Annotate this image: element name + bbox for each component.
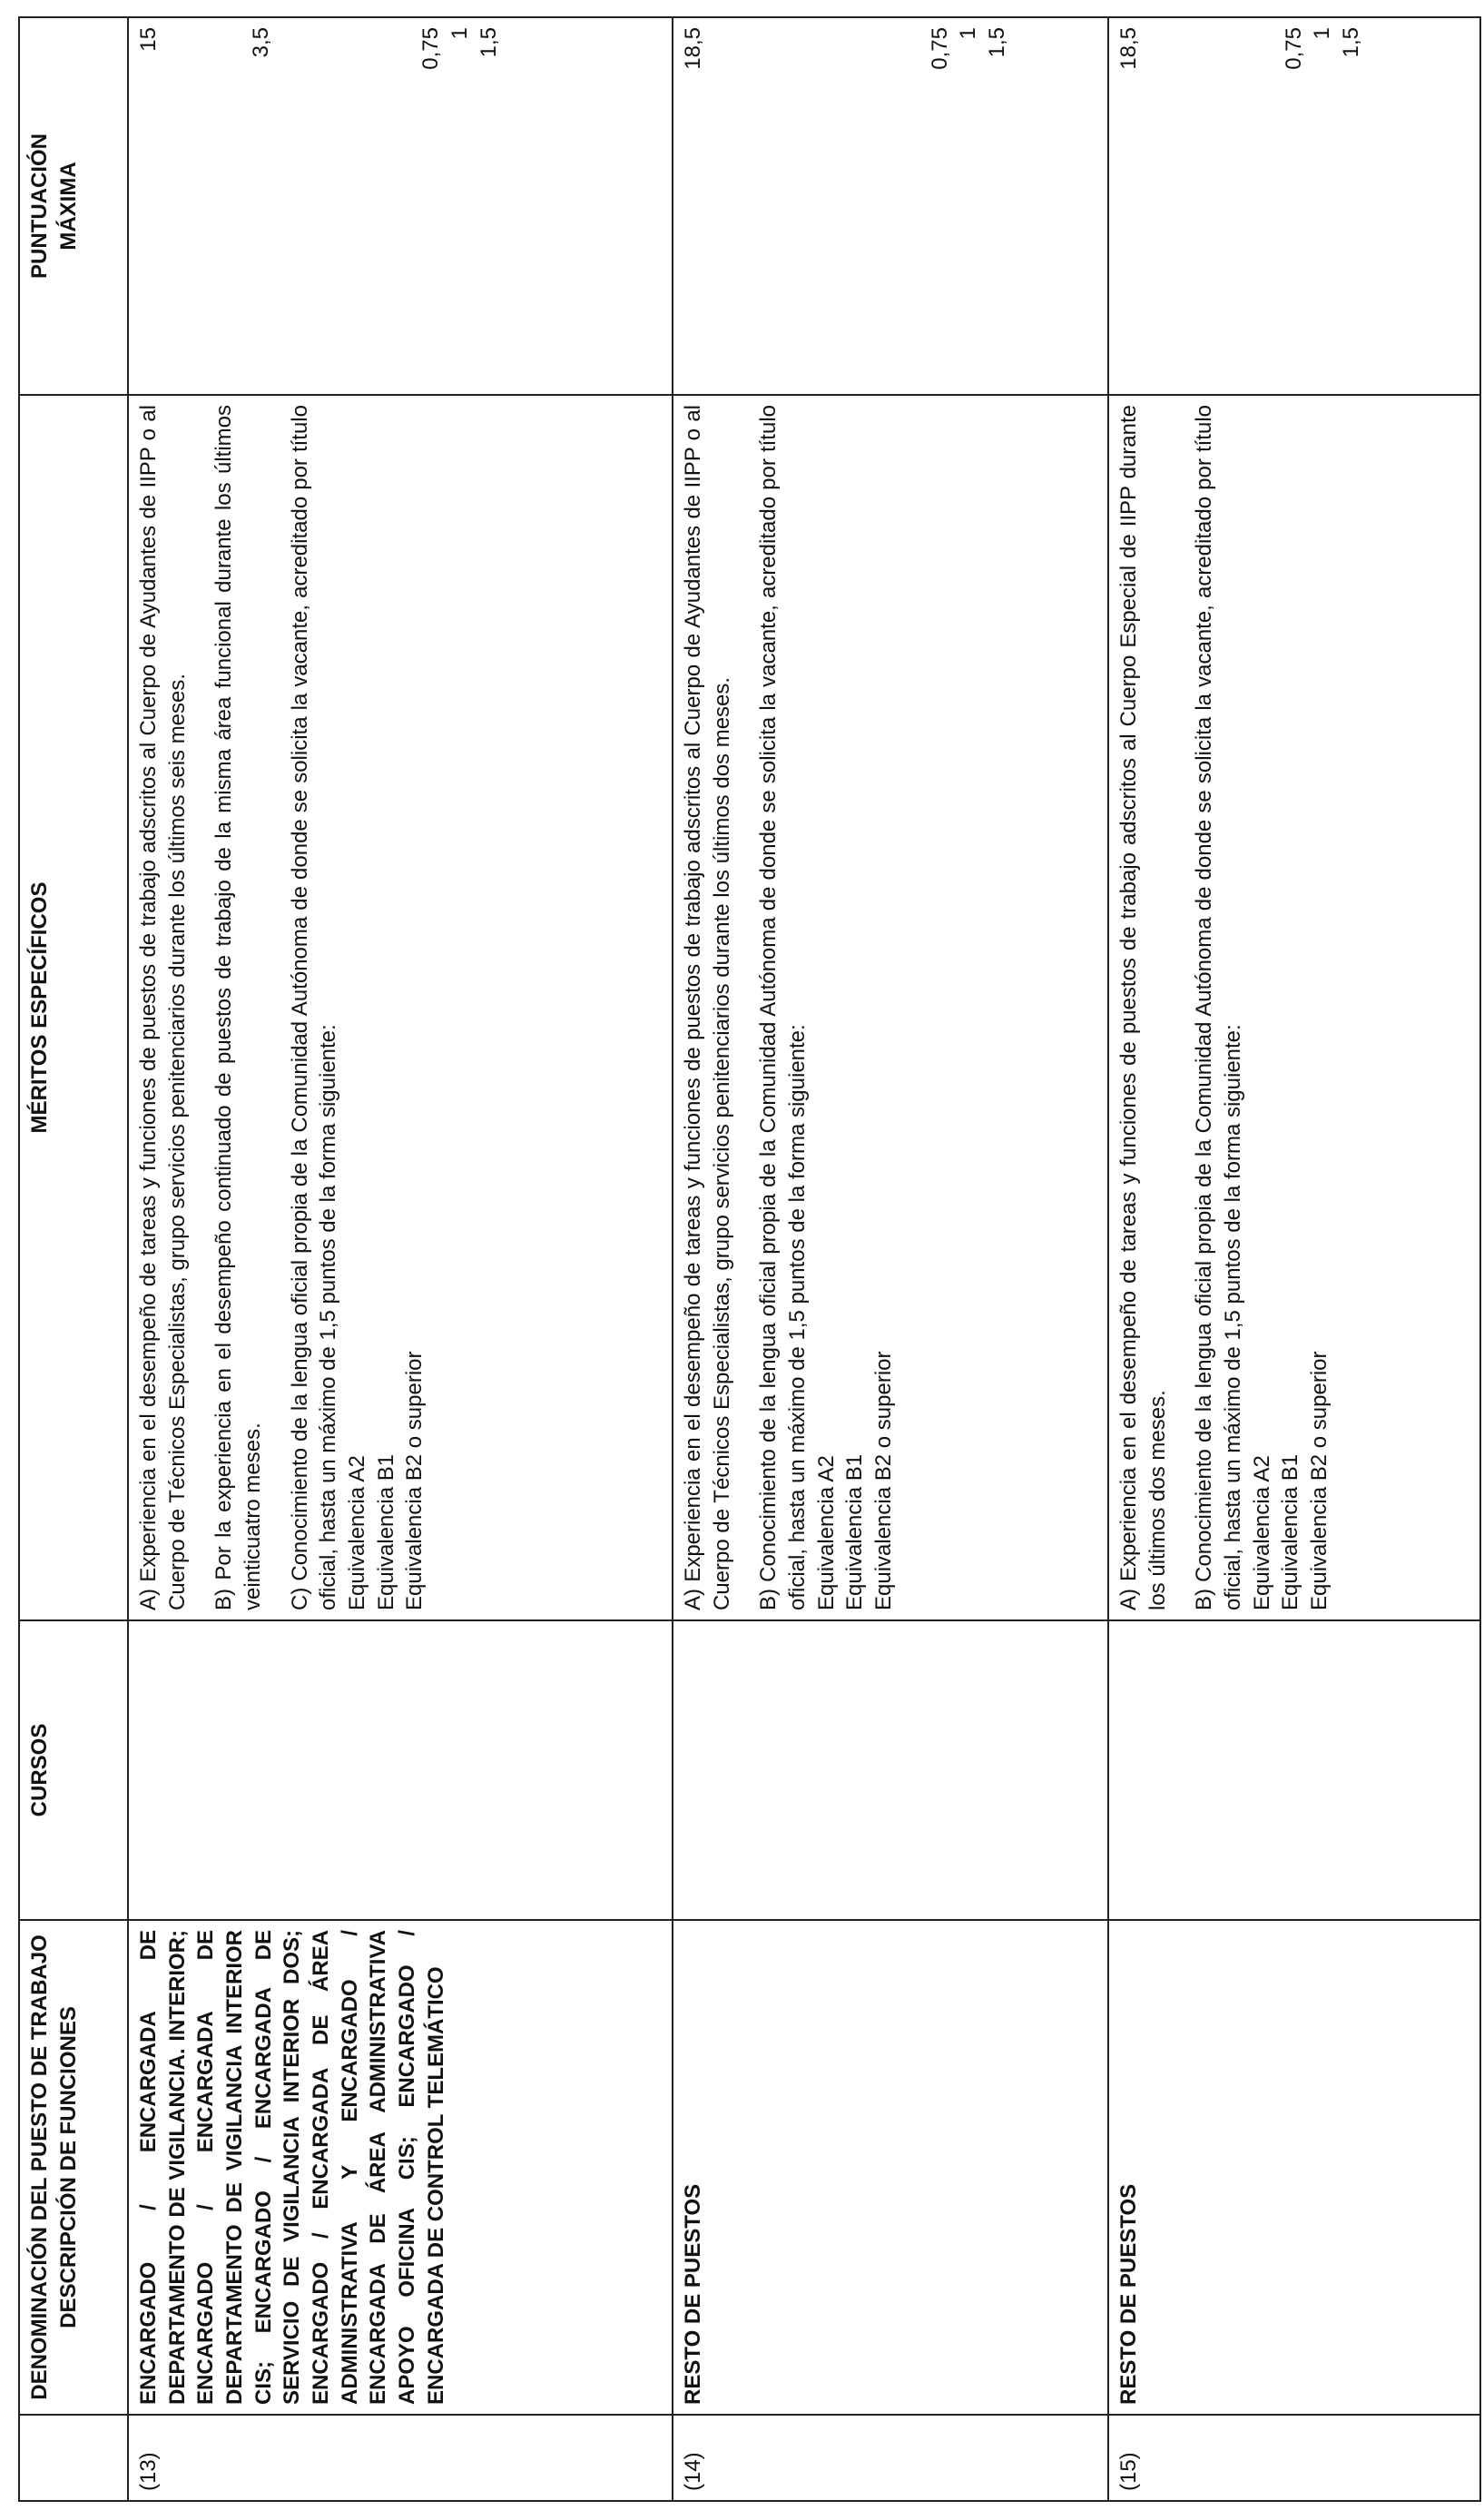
row-cursos [128, 1620, 673, 1920]
score-a: 15 [136, 27, 161, 52]
score-eq-a2: 0,75 [1281, 27, 1306, 70]
row-denominacion: RESTO DE PUESTOS [1108, 1920, 1480, 2415]
merito-c-intro: C) Conocimiento de la lengua oficial propia de la Comunidad Autónoma de donde se solicita la vacante, acreditado por título oficial, hasta un máximo de 1,5 puntos de la forma siguiente: [287, 405, 341, 1610]
equivalencia-b1: Equivalencia B1 [373, 1453, 398, 1610]
row-meritos [1108, 395, 1480, 1620]
score-eq-a2: 0,75 [418, 27, 444, 70]
score-a: 18,5 [681, 27, 705, 70]
header-denominacion-line2: DESCRIPCIÓN DE FUNCIONES [55, 2006, 81, 2328]
equivalencia-b2: Equivalencia B2 o superior [402, 1351, 428, 1610]
equivalencia-a2: Equivalencia A2 [813, 1455, 839, 1610]
header-puntuacion [19, 17, 128, 395]
header-denominacion [19, 1920, 128, 2415]
score-eq-a2: 0,75 [927, 27, 952, 70]
merito-b [754, 405, 898, 1610]
header-meritos: MÉRITOS ESPECÍFICOS [19, 395, 128, 1620]
score-eq-b2: 1,5 [476, 27, 501, 58]
equivalencia-b2: Equivalencia B2 o superior [1307, 1351, 1332, 1610]
equivalencia-a2: Equivalencia A2 [1249, 1455, 1274, 1610]
row-denominacion: RESTO DE PUESTOS [673, 1920, 1108, 2415]
table-row [1108, 17, 1480, 2501]
header-cursos: CURSOS [19, 1620, 128, 1920]
score-eq-b2: 1,5 [985, 27, 1010, 58]
score-eq-b2: 1,5 [1339, 27, 1364, 58]
merito-a: A) Experiencia en el desempeño de tareas y funciones de puestos de trabajo adscritos al Cuerpo Especial de IIPP durante los últimos dos meses. [1116, 405, 1170, 1610]
row-meritos [673, 395, 1108, 1620]
header-denominacion-line1: DENOMINACIÓN DEL PUESTO DE TRABAJO [27, 1934, 52, 2400]
score-eq-b1: 1 [956, 27, 981, 40]
row-number: (13) [128, 2415, 673, 2501]
equivalencia-b1: Equivalencia B1 [842, 1453, 868, 1610]
row-number: (15) [1108, 2415, 1480, 2501]
equivalencia-b1: Equivalencia B1 [1278, 1453, 1303, 1610]
merito-b-intro: B) Conocimiento de la lengua oficial propia de la Comunidad Autónoma de donde se solicita la vacante, acreditado por título oficial, hasta un máximo de 1,5 puntos de la forma siguiente: [1192, 405, 1246, 1610]
row-puntuacion [673, 17, 1108, 395]
equivalencia-b2: Equivalencia B2 o superior [871, 1351, 897, 1610]
row-meritos [128, 395, 673, 1620]
equivalencia-a2: Equivalencia A2 [345, 1455, 370, 1610]
merito-b [1190, 405, 1333, 1610]
score-a: 18,5 [1116, 27, 1141, 70]
row-denominacion: ENCARGADO / ENCARGADA DE DEPARTAMENTO DE VIGILANCIA. INTERIOR; ENCARGADO / ENCARGADA DE DEPARTAMENTO DE VIGILANCIA INTERIOR CIS; ENCARGADO / ENCARGADA DE SERVICIO DE VIGILANCIA INTERIOR DOS; ENCARGADO / ENCARGADA DE ÁREA ADMINISTRATIVA Y ENCARGADO / ENCARGADA DE ÁREA ADMINISTRATIVA APOYO OFICINA CIS; ENCARGADO / ENCARGADA DE CONTROL TELEMÁTICO [128, 1920, 673, 2415]
merito-a: A) Experiencia en el desempeño de tareas y funciones de puestos de trabajo adscritos al Cuerpo de Ayudantes de IIPP o al Cuerpo de Técnicos Especialistas, grupo servicios penitenciarios durante los últimos dos meses. [681, 405, 734, 1610]
score-b: 3,5 [248, 27, 273, 58]
score-eq-b1: 1 [447, 27, 473, 40]
merito-b: B) Por la experiencia en el desempeño continuado de puestos de trabajo de la misma área funcional durante los últimos veinticuatro meses. [211, 405, 266, 1610]
row-cursos [1108, 1620, 1480, 1920]
row-cursos [673, 1620, 1108, 1920]
merito-a: A) Experiencia en el desempeño de tareas y funciones de puestos de trabajo adscritos al Cuerpo de Ayudantes de IIPP o al Cuerpo de Técnicos Especialistas, grupo servicios penitenciarios durante los últimos seis meses. [136, 405, 190, 1610]
score-eq-b1: 1 [1310, 27, 1335, 40]
merito-c [286, 405, 429, 1610]
merits-table [18, 16, 1481, 2502]
header-row [19, 17, 128, 2501]
header-puntuacion-line1: PUNTUACIÓN [27, 133, 52, 279]
header-num [19, 2415, 128, 2501]
header-puntuacion-line2: MÁXIMA [55, 162, 81, 251]
table-row [128, 17, 673, 2501]
row-number: (14) [673, 2415, 1108, 2501]
table-row [673, 17, 1108, 2501]
row-puntuacion [128, 17, 673, 395]
row-puntuacion [1108, 17, 1480, 395]
merito-b-intro: B) Conocimiento de la lengua oficial propia de la Comunidad Autónoma de donde se solicita la vacante, acreditado por título oficial, hasta un máximo de 1,5 puntos de la forma siguiente: [756, 405, 811, 1610]
